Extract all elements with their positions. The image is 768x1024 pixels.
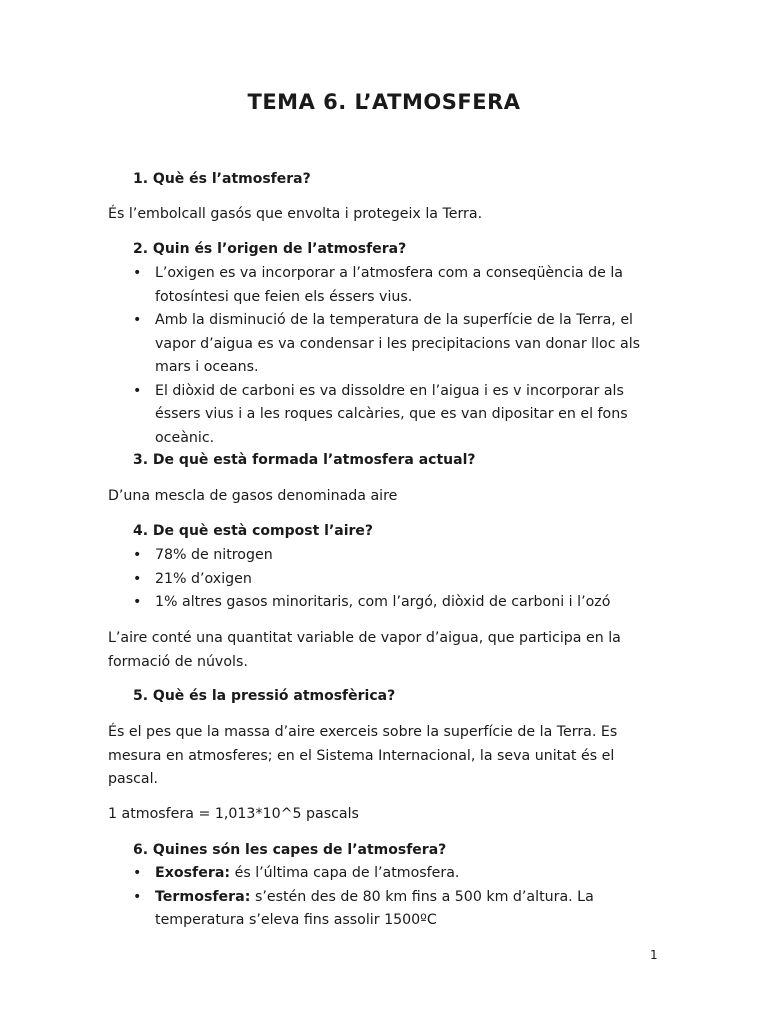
layer-description: s’estén des de 80 km fins a 500 km d’altura. La temperatura s’eleva fins assolir 1500ºC <box>155 888 594 928</box>
answer-4-text: L’aire conté una quantitat variable de vapor d’aigua, que participa en la formació de núvols. <box>108 630 621 670</box>
question-2-heading: 2. Quin és l’origen de l’atmosfera? <box>133 241 407 257</box>
answer-3-text: D’una mescla de gasos denominada aire <box>108 488 398 504</box>
page-title: TEMA 6. L’ATMOSFERA <box>247 90 521 114</box>
layer-term: Exosfera: <box>155 865 231 881</box>
layers-list <box>133 862 653 933</box>
layer-term: Termosfera: <box>155 888 251 905</box>
air-composition-list <box>133 544 653 615</box>
list-item: • 21% d’oxigen <box>133 568 653 592</box>
question-1-heading: 1. Què és l’atmosfera? <box>133 171 311 187</box>
question-3-heading: 3. De què està formada l’atmosfera actual? <box>133 452 476 468</box>
list-item: • L’oxigen es va incorporar a l’atmosfera com a conseqüència de la fotosíntesi que feien els éssers vius. <box>133 262 653 309</box>
answer-1-text: És l’embolcall gasós que envolta i protegeix la Terra. <box>108 206 483 222</box>
list-item: • 78% de nitrogen <box>133 544 653 568</box>
list-item: • 1% altres gasos minoritaris, com l’argó, diòxid de carboni i l’ozó <box>133 591 653 615</box>
list-item: • Amb la disminució de la temperatura de la superfície de la Terra, el vapor d’aigua es va condensar i les precipitacions van donar lloc als mars i oceans. <box>133 309 653 380</box>
answer-5-text: És el pes que la massa d’aire exerceis sobre la superfície de la Terra. Es mesura en atmosferes; en el Sistema Internacional, la seva unitat és el pascal. <box>108 724 618 787</box>
list-item <box>133 862 653 886</box>
question-5-heading: 5. Què és la pressió atmosfèrica? <box>133 688 396 704</box>
origin-bullet-list <box>133 262 653 450</box>
layer-description: és l’última capa de l’atmosfera. <box>230 865 460 881</box>
question-4-heading: 4. De què està compost l’aire? <box>133 523 374 539</box>
question-6-heading: 6. Quines són les capes de l’atmosfera? <box>133 842 447 858</box>
page-number: 1 <box>650 948 658 962</box>
pressure-formula: 1 atmosfera = 1,013*10^5 pascals <box>108 806 359 822</box>
list-item: • El diòxid de carboni es va dissoldre en l’aigua i es v incorporar als éssers vius i a les roques calcàries, que es van dipositar en el fons oceànic. <box>133 380 653 451</box>
list-item <box>133 886 653 933</box>
